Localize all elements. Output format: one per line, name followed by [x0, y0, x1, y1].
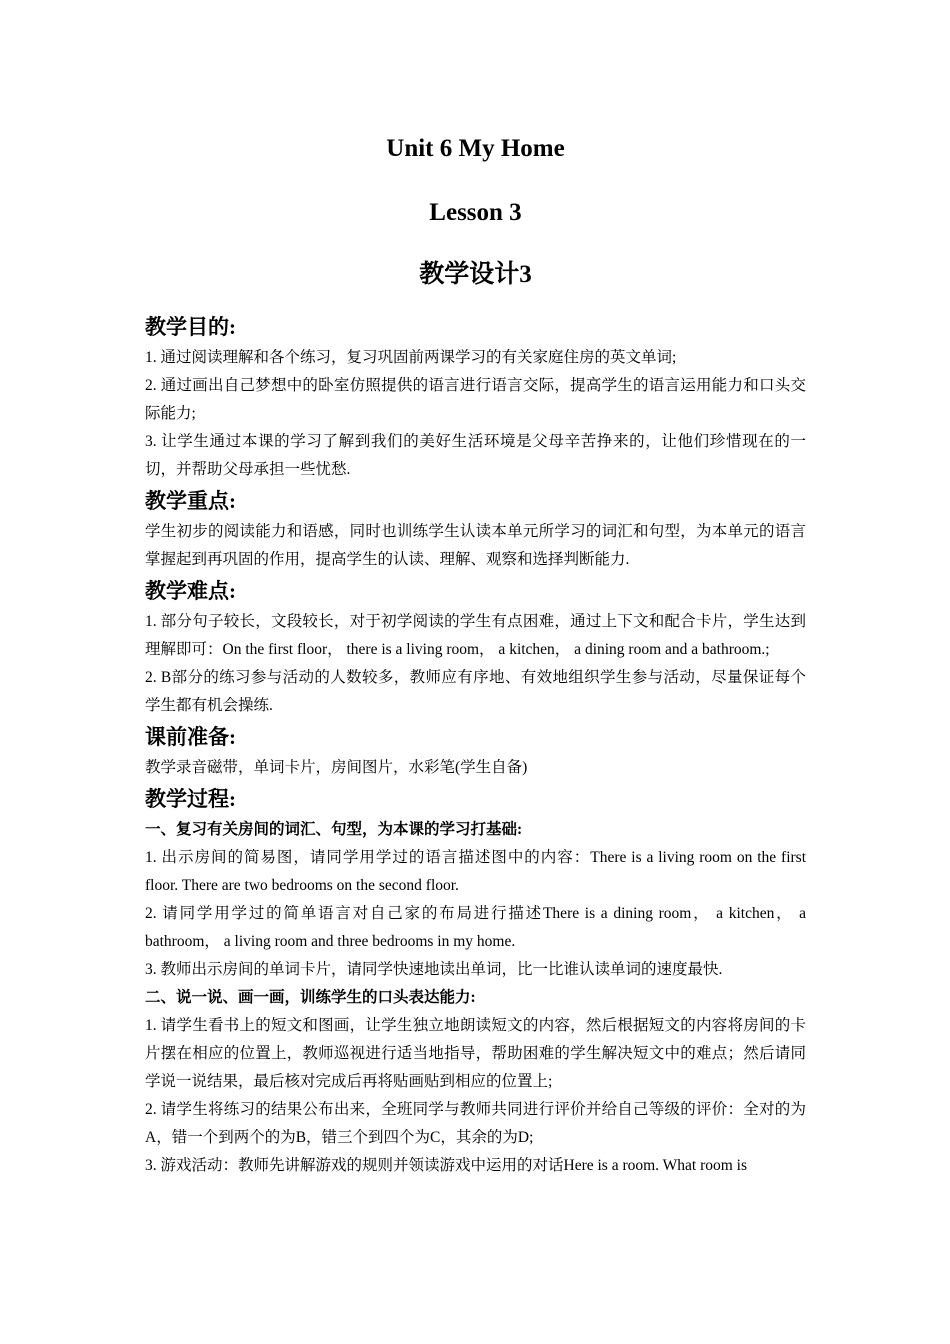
- process-part1-item: 1. 出示房间的简易图，请同学用学过的语言描述图中的内容：There is a living room on the first floor. There are two bedrooms on the second floor.: [145, 849, 806, 894]
- key-points-text: 学生初步的阅读能力和语感，同时也训练学生认读本单元所学习的词汇和句型，为本单元的语言掌握起到再巩固的作用，提高学生的认读、理解、观察和选择判断能力.: [145, 523, 806, 568]
- difficulties-section: [145, 576, 806, 720]
- difficulty-item: 2. B部分的练习参与活动的人数较多，教师应有序地、有效地组织学生参与活动，尽量保证每个学生都有机会操练.: [145, 669, 806, 714]
- process-heading: 教学过程:: [145, 787, 236, 811]
- process-part2-item: 3. 游戏活动：教师先讲解游戏的规则并领读游戏中运用的对话Here is a room. What room is: [145, 1157, 748, 1174]
- unit-title: Unit 6 My Home: [386, 135, 565, 162]
- lesson-title: Lesson 3: [429, 199, 522, 226]
- preparation-text: 教学录音磁带，单词卡片，房间图片，水彩笔(学生自备): [145, 759, 528, 776]
- preparation-heading: 课前准备:: [145, 725, 236, 749]
- preparation-section: [145, 722, 806, 782]
- process-part1-title: 一、复习有关房间的词汇、句型，为本课的学习打基础:: [145, 821, 523, 838]
- process-part2-item: 2. 请学生将练习的结果公布出来，全班同学与教师共同进行评价并给自己等级的评价：全对的为A，错一个到两个的为B，错三个到四个为C，其余的为D;: [145, 1101, 806, 1146]
- process-section: [145, 784, 806, 1180]
- process-part2-title: 二、说一说、画一画，训练学生的口头表达能力:: [145, 989, 476, 1006]
- document-body: [145, 312, 806, 1180]
- objective-item: 3. 让学生通过本课的学习了解到我们的美好生活环境是父母辛苦挣来的，让他们珍惜现在的一切，并帮助父母承担一些忧愁.: [145, 433, 806, 478]
- objective-item: 2. 通过画出自己梦想中的卧室仿照提供的语言进行语言交际，提高学生的语言运用能力和口头交际能力;: [145, 377, 806, 422]
- design-title: 教学设计3: [419, 261, 532, 288]
- difficulty-item: 1. 部分句子较长，文段较长，对于初学阅读的学生有点困难，通过上下文和配合卡片，学生达到理解即可：On the first floor， there is a living room， a kitchen， a dining room and a bathroom.;: [145, 613, 806, 658]
- objectives-section: [145, 312, 806, 484]
- objective-item: 1. 通过阅读理解和各个练习，复习巩固前两课学习的有关家庭住房的英文单词;: [145, 349, 677, 366]
- process-part2-item: 1. 请学生看书上的短文和图画，让学生独立地朗读短文的内容，然后根据短文的内容将房间的卡片摆在相应的位置上，教师巡视进行适当地指导，帮助困难的学生解决短文中的难点；然后请同学说一说结果，最后核对完成后再将贴画贴到相应的位置上;: [145, 1017, 806, 1090]
- process-part1-item: 2. 请同学用学过的简单语言对自己家的布局进行描述There is a dining room， a kitchen， a bathroom， a living room and three bedrooms in my home.: [145, 905, 806, 950]
- key-points-section: [145, 486, 806, 574]
- difficulties-heading: 教学难点:: [145, 579, 236, 603]
- process-part1-item: 3. 教师出示房间的单词卡片，请同学快速地读出单词，比一比谁认读单词的速度最快.: [145, 961, 723, 978]
- objectives-heading: 教学目的:: [145, 315, 236, 339]
- key-points-heading: 教学重点:: [145, 489, 236, 513]
